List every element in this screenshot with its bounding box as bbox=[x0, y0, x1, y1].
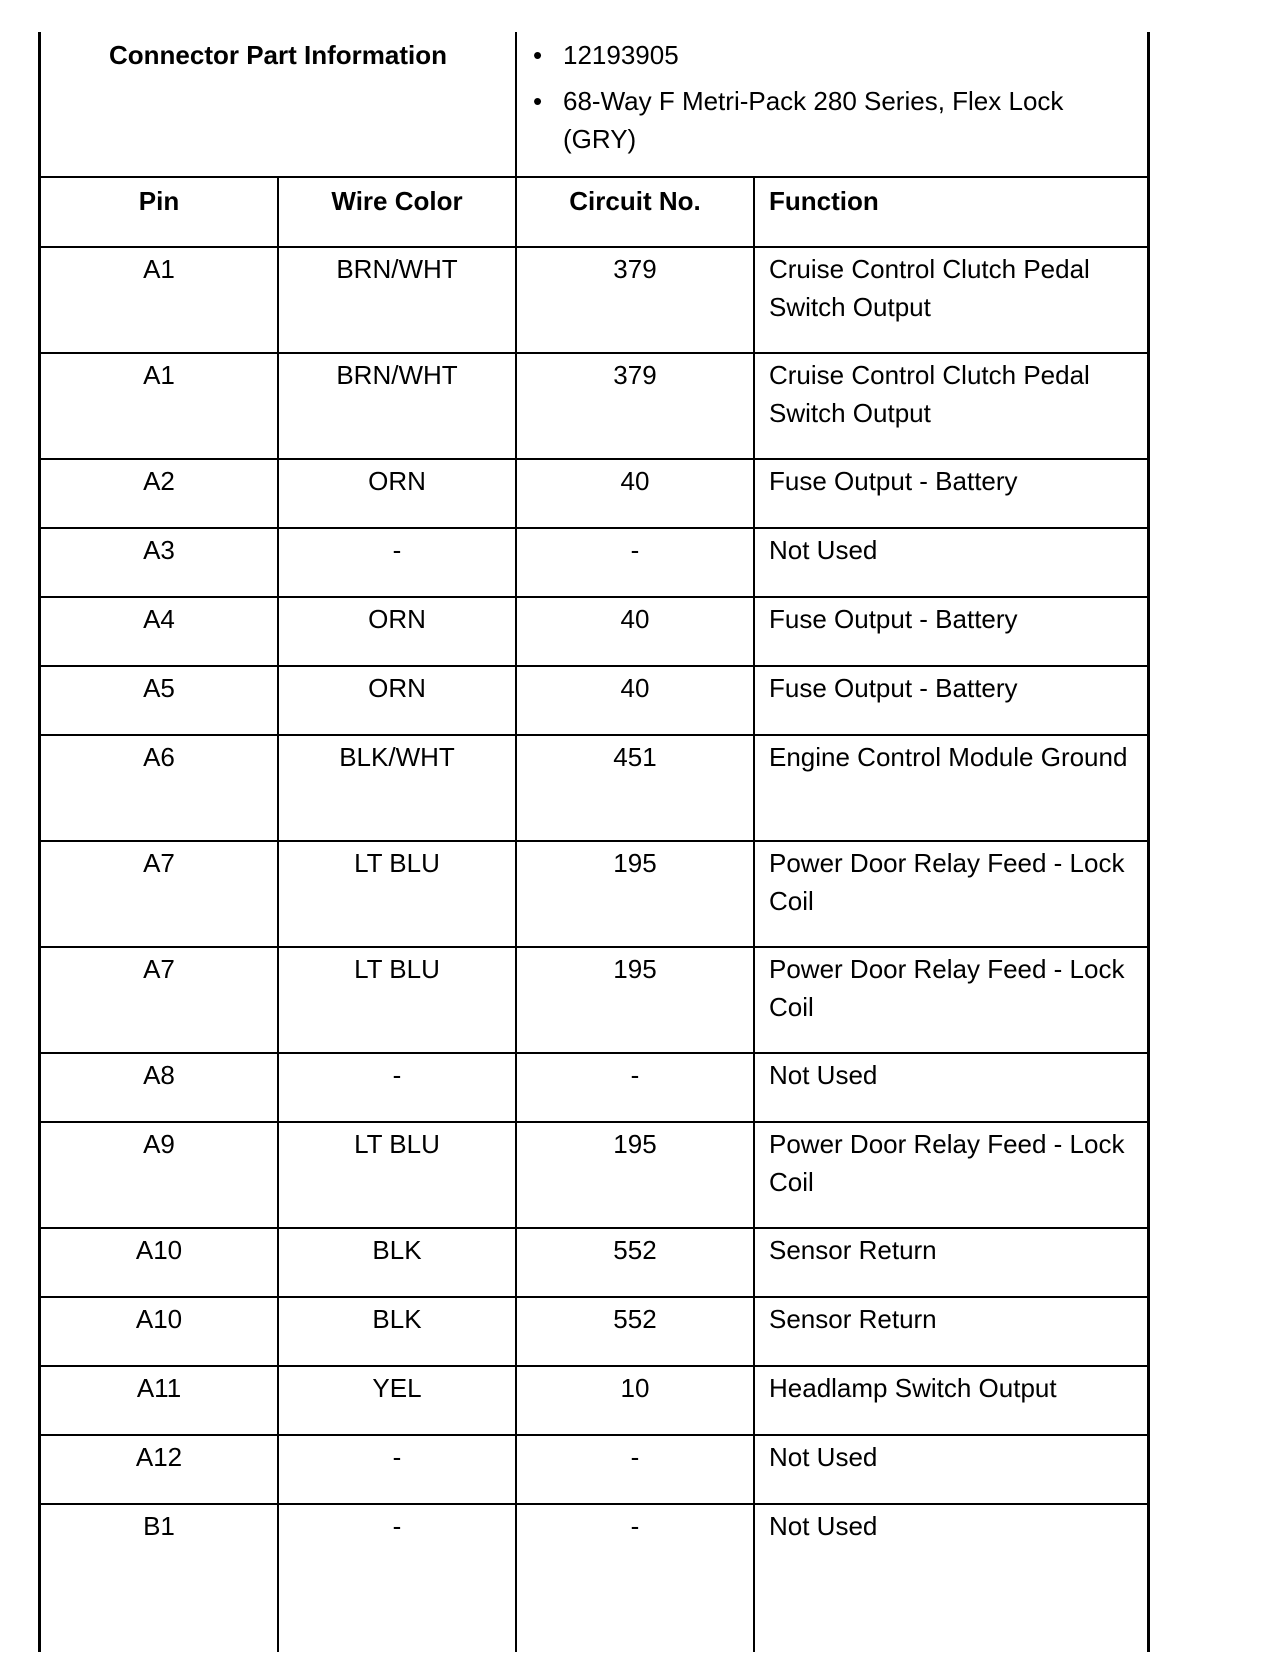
table-row bbox=[41, 1436, 1147, 1505]
wire-color-cell: BLK bbox=[279, 1229, 517, 1296]
wire-color-cell: - bbox=[279, 1054, 517, 1121]
function-cell: Fuse Output - Battery bbox=[769, 466, 1018, 496]
function-cell: Sensor Return bbox=[769, 1304, 937, 1334]
pin-cell: A10 bbox=[41, 1229, 279, 1296]
wire-color-cell: BRN/WHT bbox=[279, 354, 517, 458]
pin-cell: A11 bbox=[41, 1367, 279, 1434]
pin-cell: A1 bbox=[41, 248, 279, 352]
wire-color-cell: LT BLU bbox=[279, 948, 517, 1052]
function-cell: Not Used bbox=[769, 1060, 878, 1090]
circuit-cell: 40 bbox=[517, 460, 755, 527]
table-row bbox=[41, 1229, 1147, 1298]
wire-color-cell: - bbox=[279, 1436, 517, 1503]
table-row bbox=[41, 1298, 1147, 1367]
function-cell: Engine Control Module Ground bbox=[769, 742, 1128, 772]
circuit-cell: 40 bbox=[517, 667, 755, 734]
pin-cell: A6 bbox=[41, 736, 279, 840]
function-cell: Not Used bbox=[769, 1442, 878, 1472]
table-row bbox=[41, 598, 1147, 667]
function-cell: Power Door Relay Feed - Lock Coil bbox=[769, 954, 1125, 1022]
pin-cell: A7 bbox=[41, 948, 279, 1052]
table-row bbox=[41, 354, 1147, 460]
circuit-cell: 40 bbox=[517, 598, 755, 665]
wire-color-cell: BRN/WHT bbox=[279, 248, 517, 352]
pin-cell: A4 bbox=[41, 598, 279, 665]
column-header-function: Function bbox=[769, 186, 879, 216]
function-cell: Cruise Control Clutch Pedal Switch Output bbox=[769, 360, 1090, 428]
pin-cell: B1 bbox=[41, 1505, 279, 1652]
pin-cell: A7 bbox=[41, 842, 279, 946]
wire-color-cell: BLK bbox=[279, 1298, 517, 1365]
connector-info-label: Connector Part Information bbox=[41, 32, 517, 176]
connector-info-row bbox=[41, 32, 1147, 178]
wire-color-cell: ORN bbox=[279, 598, 517, 665]
wire-color-cell: YEL bbox=[279, 1367, 517, 1434]
function-cell: Power Door Relay Feed - Lock Coil bbox=[769, 848, 1125, 916]
circuit-cell: 379 bbox=[517, 248, 755, 352]
circuit-cell: - bbox=[517, 1505, 755, 1652]
circuit-cell: 195 bbox=[517, 1123, 755, 1227]
circuit-cell: 379 bbox=[517, 354, 755, 458]
table-row bbox=[41, 248, 1147, 354]
wire-color-cell: LT BLU bbox=[279, 842, 517, 946]
column-header-pin: Pin bbox=[41, 178, 279, 246]
column-header-row bbox=[41, 178, 1147, 248]
wire-color-cell: - bbox=[279, 1505, 517, 1652]
function-cell: Fuse Output - Battery bbox=[769, 604, 1018, 634]
pin-cell: A5 bbox=[41, 667, 279, 734]
circuit-cell: 195 bbox=[517, 842, 755, 946]
table-row bbox=[41, 842, 1147, 948]
wire-color-cell: LT BLU bbox=[279, 1123, 517, 1227]
circuit-cell: 552 bbox=[517, 1229, 755, 1296]
pin-cell: A12 bbox=[41, 1436, 279, 1503]
pin-cell: A8 bbox=[41, 1054, 279, 1121]
table-row bbox=[41, 948, 1147, 1054]
pin-cell: A2 bbox=[41, 460, 279, 527]
table-row bbox=[41, 1367, 1147, 1436]
table-row bbox=[41, 1054, 1147, 1123]
circuit-cell: - bbox=[517, 529, 755, 596]
circuit-cell: 451 bbox=[517, 736, 755, 840]
function-cell: Power Door Relay Feed - Lock Coil bbox=[769, 1129, 1125, 1197]
column-header-circuit: Circuit No. bbox=[517, 178, 755, 246]
table-row bbox=[41, 1123, 1147, 1229]
circuit-cell: - bbox=[517, 1054, 755, 1121]
pin-cell: A1 bbox=[41, 354, 279, 458]
wire-color-cell: BLK/WHT bbox=[279, 736, 517, 840]
connector-part-number: • 12193905 bbox=[563, 36, 1137, 74]
circuit-cell: 552 bbox=[517, 1298, 755, 1365]
function-cell: Headlamp Switch Output bbox=[769, 1373, 1057, 1403]
connector-info-list bbox=[517, 32, 1147, 176]
pin-cell: A9 bbox=[41, 1123, 279, 1227]
function-cell: Fuse Output - Battery bbox=[769, 673, 1018, 703]
function-cell: Sensor Return bbox=[769, 1235, 937, 1265]
column-header-wire-color: Wire Color bbox=[279, 178, 517, 246]
pin-cell: A10 bbox=[41, 1298, 279, 1365]
circuit-cell: - bbox=[517, 1436, 755, 1503]
function-cell: Cruise Control Clutch Pedal Switch Output bbox=[769, 254, 1090, 322]
connector-table bbox=[38, 32, 1150, 1652]
table-row bbox=[41, 1505, 1147, 1652]
wire-color-cell: ORN bbox=[279, 460, 517, 527]
connector-description: • 68-Way F Metri-Pack 280 Series, Flex Lock (GRY) bbox=[563, 82, 1137, 158]
table-row bbox=[41, 736, 1147, 842]
function-cell: Not Used bbox=[769, 535, 878, 565]
table-row bbox=[41, 667, 1147, 736]
wire-color-cell: - bbox=[279, 529, 517, 596]
table-row bbox=[41, 460, 1147, 529]
circuit-cell: 195 bbox=[517, 948, 755, 1052]
table-row bbox=[41, 529, 1147, 598]
wire-color-cell: ORN bbox=[279, 667, 517, 734]
circuit-cell: 10 bbox=[517, 1367, 755, 1434]
pin-cell: A3 bbox=[41, 529, 279, 596]
function-cell: Not Used bbox=[769, 1511, 878, 1541]
